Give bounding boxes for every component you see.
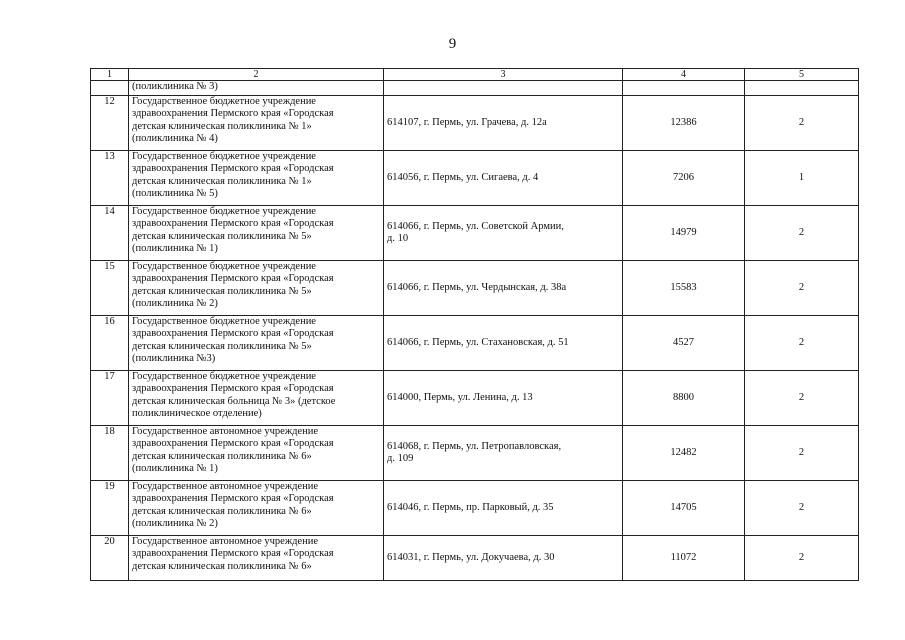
cell-number [91, 81, 129, 96]
cell-number: 19 [91, 481, 129, 536]
cell-institution: Государственное бюджетное учреждение здравоохранения Пермского края «Городская детская клиническая поликлиника № 5» (поликлиника № 2) [129, 261, 384, 316]
institutions-table [90, 68, 859, 581]
cell-institution: (поликлиника № 3) [129, 81, 384, 96]
column-header-1: 1 [91, 69, 129, 81]
cell-count: 12386 [623, 96, 745, 151]
cell-count: 14705 [623, 481, 745, 536]
cell-address: 614068, г. Пермь, ул. Петропавловская, д. 109 [384, 426, 623, 481]
cell-address: 614046, г. Пермь, пр. Парковый, д. 35 [384, 481, 623, 536]
column-header-2: 2 [129, 69, 384, 81]
cell-number: 14 [91, 206, 129, 261]
cell-value: 2 [745, 206, 859, 261]
cell-address: 614031, г. Пермь, ул. Докучаева, д. 30 [384, 536, 623, 581]
cell-institution: Государственное автономное учреждение здравоохранения Пермского края «Городская детская клиническая поликлиника № 6» (поликлиника № 2) [129, 481, 384, 536]
cell-value: 2 [745, 316, 859, 371]
cell-address: 614066, г. Пермь, ул. Чердынская, д. 38а [384, 261, 623, 316]
cell-count: 14979 [623, 206, 745, 261]
cell-address: 614107, г. Пермь, ул. Грачева, д. 12а [384, 96, 623, 151]
cell-value: 2 [745, 536, 859, 581]
cell-value: 2 [745, 426, 859, 481]
column-header-4: 4 [623, 69, 745, 81]
cell-count: 7206 [623, 151, 745, 206]
cell-count: 15583 [623, 261, 745, 316]
cell-address: 614000, Пермь, ул. Ленина, д. 13 [384, 371, 623, 426]
cell-value: 2 [745, 96, 859, 151]
cell-value [745, 81, 859, 96]
cell-institution: Государственное автономное учреждение здравоохранения Пермского края «Городская детская клиническая поликлиника № 6» [129, 536, 384, 581]
table-row [91, 206, 859, 261]
column-header-3: 3 [384, 69, 623, 81]
table-header-row [91, 69, 859, 81]
column-header-5: 5 [745, 69, 859, 81]
cell-number: 18 [91, 426, 129, 481]
continuation-row [91, 81, 859, 96]
cell-institution: Государственное бюджетное учреждение здравоохранения Пермского края «Городская детская клиническая поликлиника № 5» (поликлиника № 1) [129, 206, 384, 261]
cell-address: 614066, г. Пермь, ул. Стахановская, д. 51 [384, 316, 623, 371]
cell-number: 13 [91, 151, 129, 206]
table-row [91, 426, 859, 481]
cell-address: 614056, г. Пермь, ул. Сигаева, д. 4 [384, 151, 623, 206]
page-number: 9 [448, 36, 457, 52]
cell-count: 11072 [623, 536, 745, 581]
cell-number: 20 [91, 536, 129, 581]
cell-count: 12482 [623, 426, 745, 481]
cell-institution: Государственное бюджетное учреждение здравоохранения Пермского края «Городская детская клиническая поликлиника № 1» (поликлиника № 4) [129, 96, 384, 151]
cell-number: 15 [91, 261, 129, 316]
cell-number: 16 [91, 316, 129, 371]
cell-number: 12 [91, 96, 129, 151]
table-row [91, 261, 859, 316]
cell-number: 17 [91, 371, 129, 426]
cell-value: 2 [745, 371, 859, 426]
cell-institution: Государственное автономное учреждение здравоохранения Пермского края «Городская детская клиническая поликлиника № 6» (поликлиника № 1) [129, 426, 384, 481]
cell-value: 2 [745, 481, 859, 536]
cell-address [384, 81, 623, 96]
table-row [91, 96, 859, 151]
table-row [91, 536, 859, 581]
cell-institution: Государственное бюджетное учреждение здравоохранения Пермского края «Городская детская клиническая поликлиника № 1» (поликлиника № 5) [129, 151, 384, 206]
table-row [91, 316, 859, 371]
cell-institution: Государственное бюджетное учреждение здравоохранения Пермского края «Городская детская клиническая поликлиника № 5» (поликлиника №3) [129, 316, 384, 371]
cell-value: 1 [745, 151, 859, 206]
cell-value: 2 [745, 261, 859, 316]
cell-institution: Государственное бюджетное учреждение здравоохранения Пермского края «Городская детская клиническая больница № 3» (детское поликлиническое отделение) [129, 371, 384, 426]
table-row [91, 481, 859, 536]
cell-count [623, 81, 745, 96]
table-row [91, 151, 859, 206]
cell-count: 8800 [623, 371, 745, 426]
table-row [91, 371, 859, 426]
cell-address: 614066, г. Пермь, ул. Советской Армии, д. 10 [384, 206, 623, 261]
cell-count: 4527 [623, 316, 745, 371]
